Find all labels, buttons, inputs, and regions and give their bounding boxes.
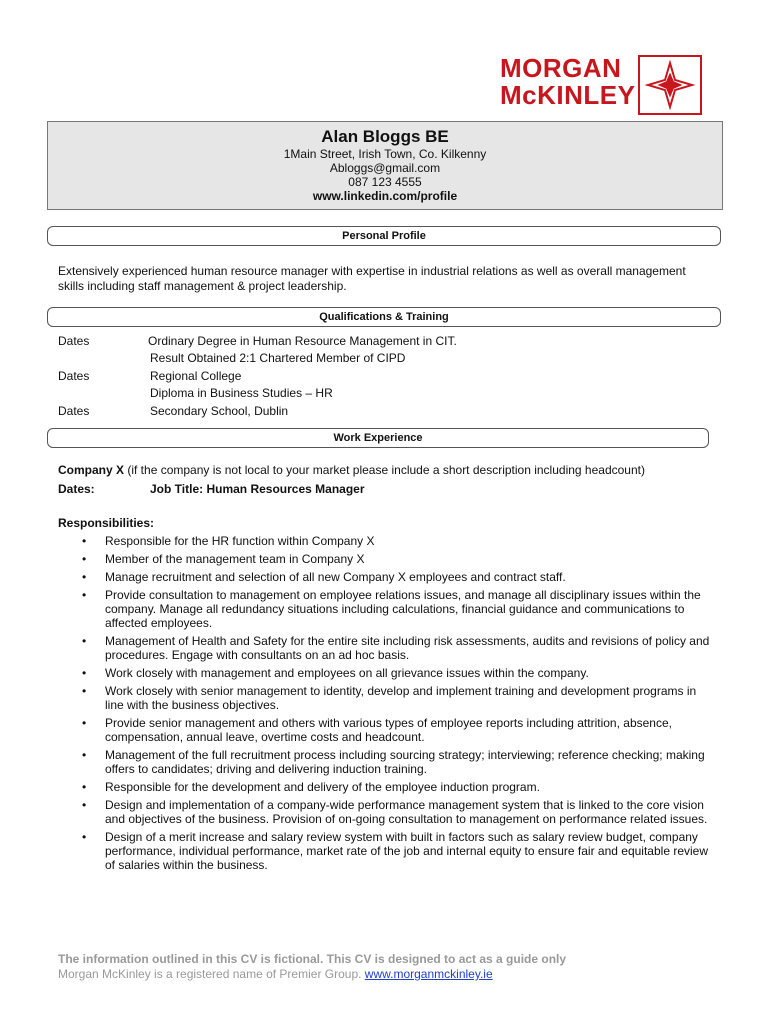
list-item: • Member of the management team in Company X <box>82 552 712 566</box>
website-link[interactable]: www.morganmckinley.ie <box>364 967 493 981</box>
qualification-value: Diploma in Business Studies – HR <box>150 386 333 400</box>
footer-disclaimer: The information outlined in this CV is fictional. This CV is designed to act as a guide only <box>58 952 567 966</box>
section-work-experience: Work Experience <box>47 428 709 448</box>
compass-star-icon <box>638 55 702 115</box>
qualification-dates-label: Dates <box>58 404 90 418</box>
section-personal-profile: Personal Profile <box>47 226 721 246</box>
list-item: • Manage recruitment and selection of all new Company X employees and contract staff. <box>82 570 712 584</box>
logo-line-1: MORGAN <box>500 53 622 83</box>
linkedin-link[interactable]: www.linkedin.com/profile <box>312 189 458 203</box>
profile-text: Extensively experienced human resource manager with expertise in industrial relations as well as overall management skills including staff management & project leadership. <box>58 264 686 293</box>
footer-registered <box>58 967 493 981</box>
responsibilities-list <box>82 534 712 876</box>
qualification-value: Ordinary Degree in Human Resource Management in CIT. <box>148 334 457 348</box>
list-item: • Work closely with management and employees on all grievance issues within the company. <box>82 666 712 680</box>
contact-header <box>47 121 723 210</box>
company-name: Company X <box>58 463 125 477</box>
list-item: • Management of Health and Safety for the entire site including risk assessments, audits and revisions of policy and procedures. Engage with consultants on an ad hoc basis. <box>82 634 712 662</box>
list-item: • Design and implementation of a company-wide performance management system that is linked to the core vision and objectives of the business. Provision of on-going consultation to management on performance related issues. <box>82 798 712 826</box>
address: 1Main Street, Irish Town, Co. Kilkenny <box>283 147 487 161</box>
job-title: Job Title: Human Resources Manager <box>150 482 365 496</box>
section-qualifications: Qualifications & Training <box>47 307 721 327</box>
logo-wordmark <box>500 55 635 109</box>
list-item: • Provide senior management and others with various types of employee reports including attrition, absence, compensation, annual leave, overtime costs and headcount. <box>82 716 712 744</box>
candidate-name: Alan Bloggs BE <box>321 127 449 146</box>
list-item: • Work closely with senior management to identity, develop and implement training and development programs in line with the business objectives. <box>82 684 712 712</box>
list-item: • Management of the full recruitment process including sourcing strategy; interviewing; reference checking; making offers to candidates; driving and delivering induction training. <box>82 748 712 776</box>
qualification-value: Secondary School, Dublin <box>150 404 289 418</box>
phone: 087 123 4555 <box>348 175 422 189</box>
email[interactable]: Abloggs@gmail.com <box>329 161 441 175</box>
logo-line-2: McKINLEY <box>500 80 636 110</box>
company-note: (if the company is not local to your market please include a short description including headcount) <box>124 463 645 477</box>
company-line <box>58 463 645 478</box>
qualification-dates-label: Dates <box>58 369 90 383</box>
dates-label: Dates: <box>58 482 95 496</box>
qualification-value: Result Obtained 2:1 Chartered Member of CIPD <box>150 351 406 365</box>
qualification-value: Regional College <box>150 369 242 383</box>
list-item: • Design of a merit increase and salary review system with built in factors such as salary review budget, company performance, individual performance, market rate of the job and internal equity to ensure fair and equitable review of salaries within the business. <box>82 830 712 872</box>
responsibilities-heading: Responsibilities: <box>58 516 155 530</box>
list-item: • Responsible for the development and delivery of the employee induction program. <box>82 780 712 794</box>
footer-registered-text: Morgan McKinley is a registered name of Premier Group. <box>58 967 365 981</box>
morgan-mckinley-logo <box>500 55 705 115</box>
qualification-dates-label: Dates <box>58 334 90 348</box>
list-item: • Provide consultation to management on employee relations issues, and manage all disciplinary issues within the company. Manage all redundancy situations including calculations, financial guidance and communications to affected employees. <box>82 588 712 630</box>
list-item: • Responsible for the HR function within Company X <box>82 534 712 548</box>
